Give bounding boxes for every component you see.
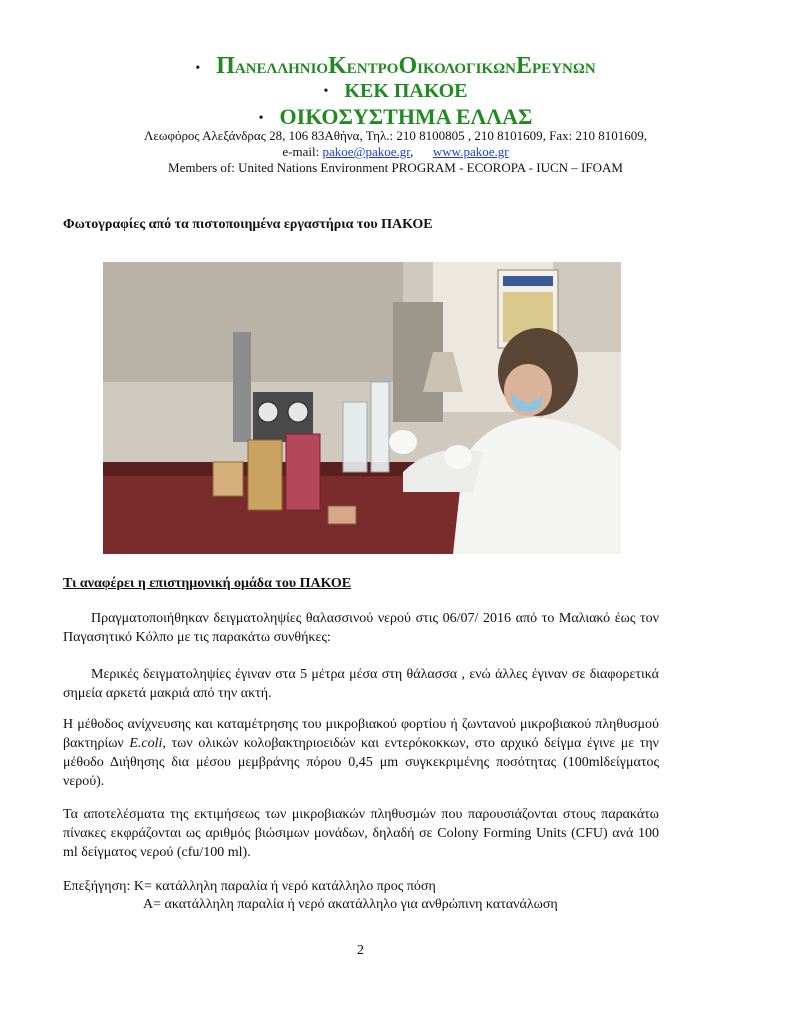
bullet-icon: • [195,60,201,76]
bullet-icon: • [323,84,329,100]
email-label: e-mail: [282,144,320,159]
kek-line [0,80,791,103]
paragraph-sampling: Πραγματοποιήθηκαν δειγματοληψίες θαλασσινού νερού στις 06/07/ 2016 από το Μαλιακό έως τον Παγασητικό Κόλπο με τις παρακάτω συνθήκες: [63,611,659,645]
paragraph-method: Η μέθοδος ανίχνευσης και καταμέτρησης του μικροβιακού φορτίου ή ζωντανού μικροβιακού πληθυσμού βακτηρίων E.coli, των ολικών κολοβακτηριοειδών και εντερόκοκκων, στο αρχικό δείγμα έγινε με την μέθοδο Διήθησης δια μέσου μεμβράνης πόρου 0,45 μm συγκεκριμένης ποσότητας (100mlδείγματος νερού). [63,717,659,789]
lab-photo-illustration [103,262,621,554]
website-link[interactable]: www.pakoe.gr [432,144,509,159]
ecoli-term: E.coli [129,736,163,751]
photo-section-title: Φωτογραφίες από τα πιστοποιημένα εργαστήρια του ΠΑΚΟΕ [63,217,433,232]
team-section-title: Τι αναφέρει η επιστημονική ομάδα του ΠΑΚΟΕ [63,576,352,591]
page-number: 2 [357,943,364,958]
lab-photo [103,262,621,554]
paragraph-results: Τα αποτελέσματα της εκτιμήσεως των μικροβιακών πληθυσμών που παρουσιάζονται στους παρακάτω πίνακες εκφράζονται ως αριθμός βιώσιμων μονάδων, δηλαδή σε Colony Forming Units (CFU) ανά 100 ml δείγματος νερού (cfu/100 ml). [63,807,659,860]
paragraph-locations: Μερικές δειγματοληψίες έγιναν στα 5 μέτρα μέσα στη θάλασσα , ενώ άλλες έγιναν σε διαφορετικά σημεία αρκετά μακριά από την ακτή. [63,667,659,701]
legend-a: Α= ακατάλληλη παραλία ή νερό ακατάλληλο για ανθρώπινη κατανάλωση [143,897,558,912]
ecosystem-title: ΟΙΚΟΣΥΣΤΗΜΑ ΕΛΛΑΣ [279,104,533,129]
members-line: Members of: United Nations Environment PROGRAM - ECOROPA - IUCN – IFOAM [168,160,623,175]
org-name-line [0,53,791,80]
ecosystem-line [0,104,791,130]
legend-k: Επεξήγηση: Κ= κατάλληλη παραλία ή νερό κατάλληλο προς πόση [63,879,436,894]
bullet-icon: • [258,110,264,126]
org-name: ΠΑΝΕΛΛΗΝΙΟΚΕΝΤΡΟΟΙΚΟΛΟΓΙΚΩΝΕΡΕΥΝΩΝ [216,53,596,79]
kek-title: ΚΕΚ ΠΑΚΟΕ [344,80,468,102]
contact-line: e-mail: pakoe@pakoe.gr, www.pakoe.gr [282,144,509,159]
email-link[interactable]: pakoe@pakoe.gr [322,144,411,159]
address-line: Λεωφόρος Αλεξάνδρας 28, 106 83Αθήνα, Τηλ.: 210 8100805 , 210 8101609, Fax: 210 8101609, [144,128,647,143]
